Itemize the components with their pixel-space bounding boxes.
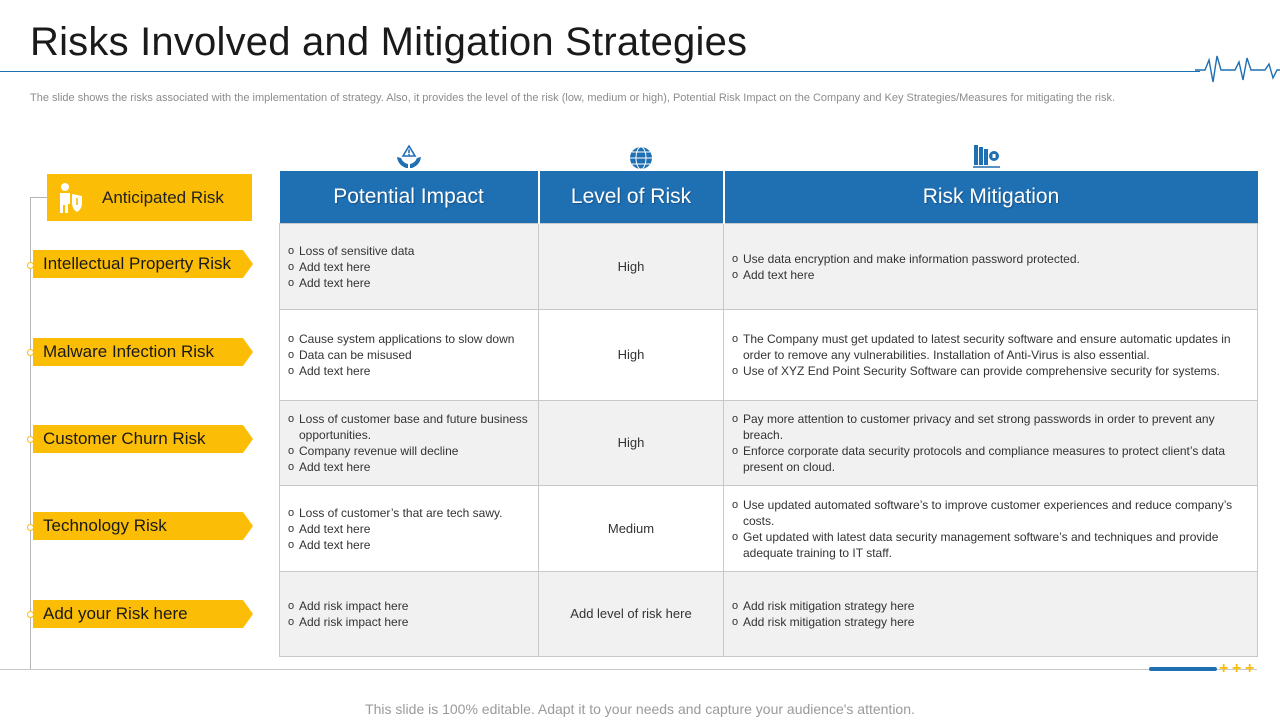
level-cell: Add level of risk here — [539, 572, 724, 657]
hands-warning-icon — [394, 143, 424, 171]
table-row — [280, 224, 1258, 310]
mitigation-item: o Use of XYZ End Point Security Software can provide comprehensive security for systems. — [732, 363, 1249, 379]
header-potential-impact: Potential Impact — [280, 171, 539, 224]
mitigation-item: o Enforce corporate data security protocols and compliance measures to protect client’s data present on cloud. — [732, 443, 1249, 475]
impact-cell — [280, 486, 539, 572]
mitigation-item: o The Company must get updated to latest security software and ensure automatic updates in order to remove any vulnerabilities. Installation of Anti-Virus is also essential. — [732, 331, 1249, 363]
plus-icon: + — [1219, 660, 1229, 677]
mitigation-item: o Pay more attention to customer privacy and set strong passwords in order to prevent any breach. — [732, 411, 1249, 443]
header-level-of-risk: Level of Risk — [539, 171, 724, 224]
plus-icon: + — [1232, 660, 1242, 677]
table-row — [280, 572, 1258, 657]
impact-item: o Add text here — [288, 459, 530, 475]
risk-label-customer-churn: Customer Churn Risk — [33, 425, 253, 453]
page-subtitle: The slide shows the risks associated with the implementation of strategy. Also, it provides the level of the risk (low, medium or high), Potential Risk Impact on the Company and Key Strategies/Measures for mitigating the risk. — [30, 92, 1116, 104]
table-row — [280, 486, 1258, 572]
bottom-accent-bar — [1149, 667, 1217, 671]
mitigation-item: o Add risk mitigation strategy here — [732, 598, 1249, 614]
impact-item: o Loss of customer’s that are tech sawy. — [288, 505, 530, 521]
globe-icon — [626, 143, 656, 171]
impact-item: o Company revenue will decline — [288, 443, 530, 459]
impact-cell — [280, 224, 539, 310]
level-cell: Medium — [539, 486, 724, 572]
impact-item: o Add text here — [288, 259, 530, 275]
mitigation-cell — [724, 486, 1258, 572]
person-shield-icon — [57, 182, 83, 214]
level-cell: High — [539, 224, 724, 310]
mitigation-cell — [724, 310, 1258, 401]
table-header-row — [280, 171, 1258, 224]
impact-cell — [280, 572, 539, 657]
anticipated-risk-label: Anticipated Risk — [102, 188, 224, 207]
bottom-divider — [0, 669, 1257, 670]
title-divider — [0, 71, 1200, 72]
heartbeat-icon — [1195, 52, 1280, 88]
impact-cell — [280, 310, 539, 401]
impact-item: o Data can be misused — [288, 347, 530, 363]
server-security-icon — [972, 143, 1002, 171]
impact-item: o Add risk impact here — [288, 614, 530, 630]
impact-item: o Add text here — [288, 275, 530, 291]
level-cell: High — [539, 310, 724, 401]
anticipated-risk-header — [47, 174, 252, 221]
risk-label-intellectual-property: Intellectual Property Risk — [33, 250, 253, 278]
level-cell: High — [539, 401, 724, 486]
impact-item: o Loss of customer base and future business opportunities. — [288, 411, 530, 443]
mitigation-item: o Add text here — [732, 267, 1249, 283]
impact-item: o Add risk impact here — [288, 598, 530, 614]
mitigation-item: o Use updated automated software’s to improve customer experiences and reduce company’s costs. — [732, 497, 1249, 529]
plus-icon: + — [1245, 660, 1255, 677]
mitigation-cell — [724, 401, 1258, 486]
mitigation-item: o Get updated with latest data security management software’s and techniques and provide adequate training to IT staff. — [732, 529, 1249, 561]
risk-label-technology: Technology Risk — [33, 512, 253, 540]
impact-item: o Loss of sensitive data — [288, 243, 530, 259]
impact-item: o Add text here — [288, 363, 530, 379]
risk-label-malware: Malware Infection Risk — [33, 338, 253, 366]
impact-cell — [280, 401, 539, 486]
table-row — [280, 401, 1258, 486]
mitigation-cell — [724, 224, 1258, 310]
mitigation-item: o Use data encryption and make information password protected. — [732, 251, 1249, 267]
impact-item: o Cause system applications to slow down — [288, 331, 530, 347]
footer-note: This slide is 100% editable. Adapt it to your needs and capture your audience's attention. — [365, 701, 915, 717]
table-row — [280, 310, 1258, 401]
page-title: Risks Involved and Mitigation Strategies — [30, 20, 748, 64]
mitigation-item: o Add risk mitigation strategy here — [732, 614, 1249, 630]
mitigation-cell — [724, 572, 1258, 657]
timeline-connector — [30, 197, 48, 198]
impact-item: o Add text here — [288, 537, 530, 553]
risk-label-add-your-risk: Add your Risk here — [33, 600, 253, 628]
header-risk-mitigation: Risk Mitigation — [724, 171, 1258, 224]
impact-item: o Add text here — [288, 521, 530, 537]
risk-table — [279, 171, 1258, 657]
